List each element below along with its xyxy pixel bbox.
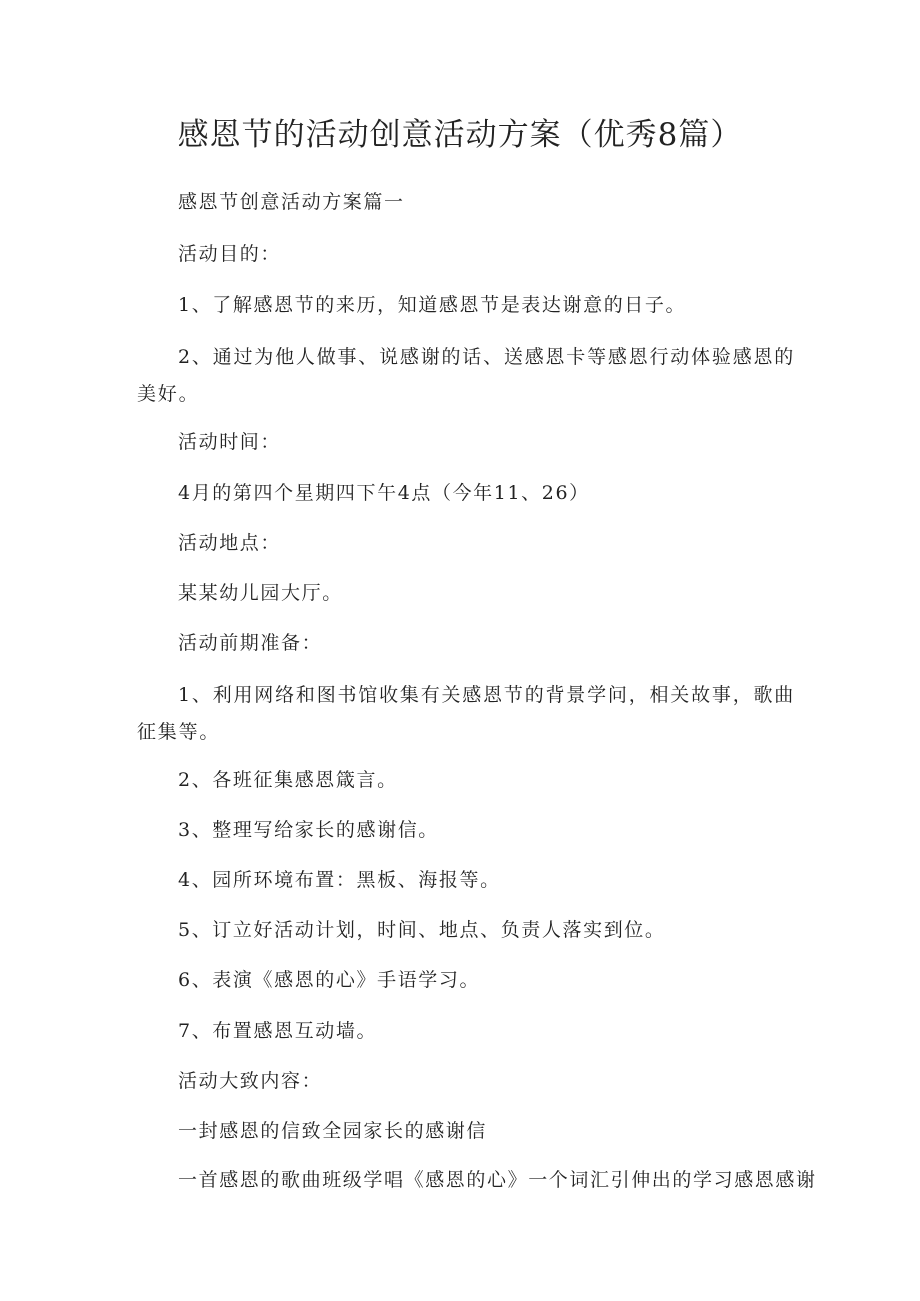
paragraph-preparation-5: 5、订立好活动计划，时间、地点、负责人落实到位。 [178,919,666,941]
section-heading: 感恩节创意活动方案篇一 [178,191,405,213]
paragraph-activity-time: 4月的第四个星期四下午4点（今年11、26） [178,482,590,504]
paragraph-preparation-label: 活动前期准备： [178,632,323,654]
paragraph-activity-location-label: 活动地点： [178,532,282,554]
paragraph-preparation-2: 2、各班征集感恩箴言。 [178,769,398,791]
document-title: 感恩节的活动创意活动方案（优秀8篇） [177,117,743,153]
paragraph-preparation-3: 3、整理写给家长的感谢信。 [178,819,439,841]
paragraph-preparation-6: 6、表演《感恩的心》手语学习。 [178,969,481,991]
paragraph-activity-location: 某某幼儿园大厅。 [178,582,343,604]
paragraph-purpose-2: 2、通过为他人做事、说感谢的话、送感恩卡等感恩行动体验感恩的美好。 [137,346,796,405]
paragraph-content-label: 活动大致内容： [178,1070,323,1092]
paragraph-activity-time-label: 活动时间： [178,431,282,453]
paragraph-content-2: 一首感恩的歌曲班级学唱《感恩的心》一个词汇引伸出的学习感恩感谢 [178,1169,817,1191]
paragraph-purpose-1: 1、了解感恩节的来历，知道感恩节是表达谢意的日子。 [178,294,687,316]
paragraph-preparation-7: 7、布置感恩互动墙。 [178,1020,378,1042]
paragraph-activity-purpose-label: 活动目的： [178,243,282,265]
paragraph-preparation-1: 1、利用网络和图书馆收集有关感恩节的背景学问，相关故事，歌曲征集等。 [137,684,796,743]
paragraph-content-1: 一封感恩的信致全园家长的感谢信 [178,1120,488,1142]
paragraph-preparation-4: 4、园所环境布置：黑板、海报等。 [178,869,501,891]
